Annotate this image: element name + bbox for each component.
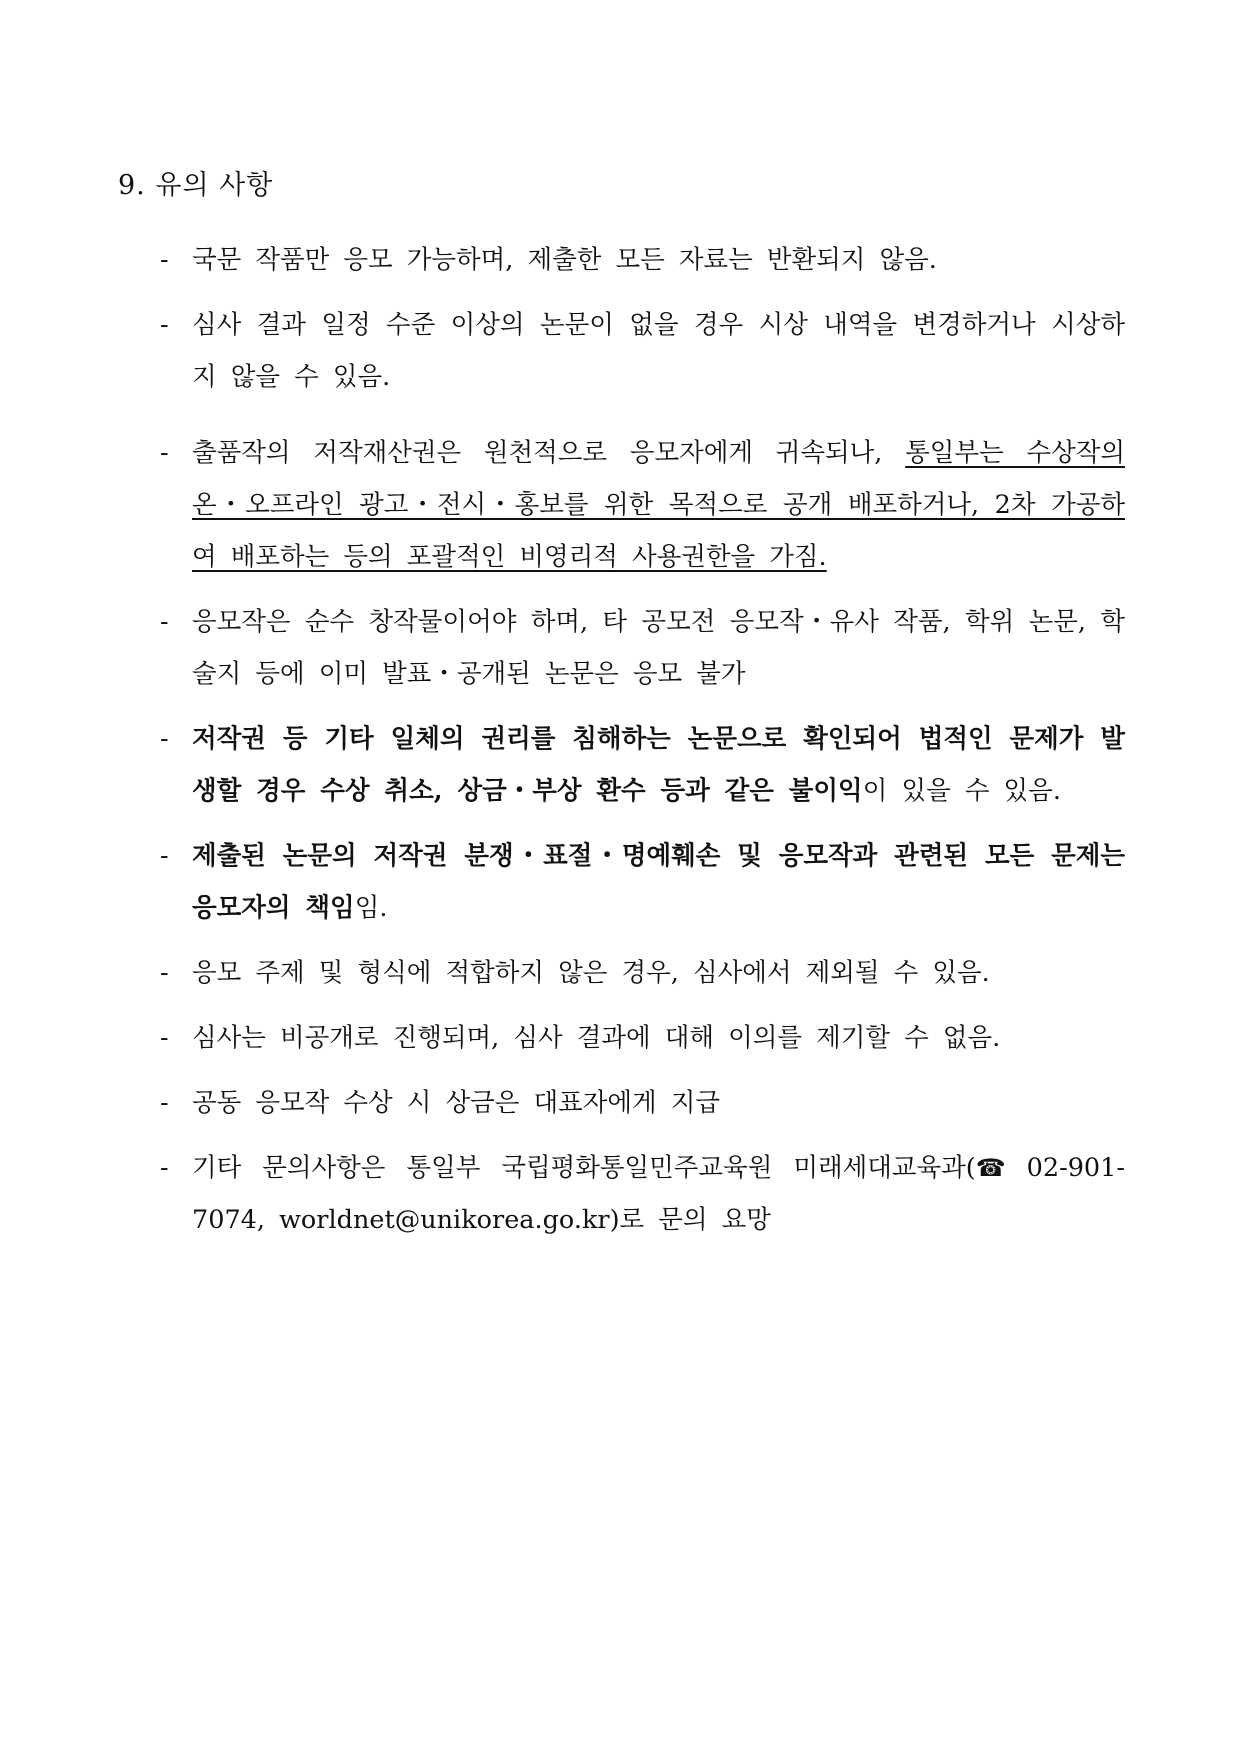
list-item [160, 947, 1125, 999]
dash-bullet: - [160, 245, 169, 275]
contact-text: 기타 문의사항은 통일부 국립평화통일민주교육원 미래세대교육과( [192, 1153, 976, 1183]
list-item [160, 234, 1125, 286]
contact-details: 02-901-7074, worldnet@unikorea.go.kr)로 문의 요망 [192, 1153, 1125, 1235]
notice-list [160, 234, 1125, 1259]
dash-bullet: - [160, 958, 169, 988]
dash-bullet: - [160, 1023, 169, 1053]
item-text: 응모 주제 및 형식에 적합하지 않은 경우, 심사에서 제외될 수 있음. [192, 958, 990, 988]
dash-bullet: - [160, 607, 169, 637]
bold-responsibility: 제출된 논문의 저작권 분쟁・표절・명예훼손 및 응모작과 관련된 모든 문제는 응모자의 책임 [192, 841, 1125, 923]
list-item [160, 1077, 1125, 1129]
item-text [192, 713, 1125, 817]
list-item [160, 1012, 1125, 1064]
warning-suffix: 이 있을 수 있음. [862, 776, 1061, 806]
item-text: 공동 응모작 수상 시 상금은 대표자에게 지급 [192, 1088, 721, 1118]
item-text [192, 830, 1125, 934]
section-title-text: 유의 사항 [155, 170, 274, 201]
dash-bullet: - [160, 724, 169, 754]
list-item [160, 713, 1125, 817]
dash-bullet: - [160, 438, 169, 468]
item-text: 심사는 비공개로 진행되며, 심사 결과에 대해 이의를 제기할 수 없음. [192, 1023, 1001, 1053]
item-text: 국문 작품만 응모 가능하며, 제출한 모든 자료는 반환되지 않음. [192, 245, 937, 275]
list-item [160, 427, 1125, 583]
responsibility-suffix: 임. [354, 893, 388, 923]
telephone-icon: ☎ [975, 1154, 1006, 1182]
list-item [160, 1142, 1125, 1246]
dash-bullet: - [160, 1153, 169, 1183]
section-heading [118, 168, 273, 204]
item-text: 심사 결과 일정 수준 이상의 논문이 없을 경우 시상 내역을 변경하거나 시상하지 않을 수 있음. [192, 310, 1125, 392]
dash-bullet: - [160, 310, 169, 340]
copyright-text: 출품작의 저작재산권은 원천적으로 응모자에게 귀속되나, [192, 438, 906, 468]
section-number: 9. [118, 170, 146, 201]
list-item [160, 299, 1125, 403]
dash-bullet: - [160, 1088, 169, 1118]
item-text [192, 1142, 1125, 1246]
item-text: 응모작은 순수 창작물이어야 하며, 타 공모전 응모작・유사 작품, 학위 논문, 학술지 등에 이미 발표・공개된 논문은 응모 불가 [192, 607, 1125, 689]
item-text [192, 427, 1125, 583]
list-item [160, 596, 1125, 700]
usage-rights-underlined: 통일부는 수상작의 온・오프라인 광고・전시・홍보를 위한 목적으로 공개 배포하거나, 2차 가공하여 배포하는 등의 포괄적인 비영리적 사용권한을 가짐. [192, 438, 1126, 572]
bold-warning: 저작권 등 기타 일체의 권리를 침해하는 논문으로 확인되어 법적인 문제가 발생할 경우 수상 취소, 상금・부상 환수 등과 같은 불이익 [192, 724, 1125, 806]
dash-bullet: - [160, 841, 169, 871]
list-item [160, 830, 1125, 934]
